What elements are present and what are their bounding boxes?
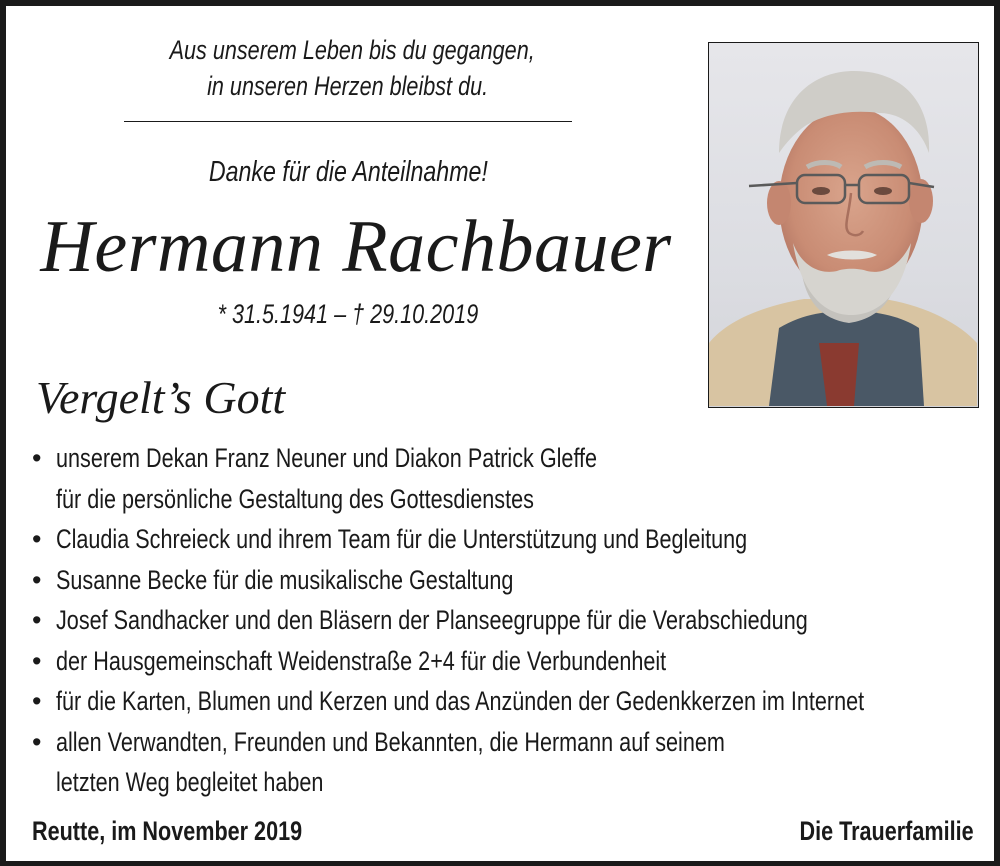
bullet-mark: • [32, 726, 42, 757]
list-item: • für die Karten, Blumen und Kerzen und das Anzünden der Gedenkkerzen im Internet [30, 681, 1000, 722]
vergelts-gott-heading: Vergelt’s Gott [36, 372, 286, 423]
bullet-mark: • [32, 564, 42, 595]
portrait-photo [708, 42, 979, 408]
list-item: • Josef Sandhacker und den Bläsern der Planseegruppe für die Verabschiedung [30, 600, 1000, 641]
divider-rule [124, 121, 572, 122]
memorial-verse [124, 32, 572, 104]
verse-line-1: Aus unserem Leben bis du gegangen, [169, 35, 535, 65]
bullet-mark: • [32, 524, 42, 554]
place-date: Reutte, im November 2019 [32, 816, 303, 846]
life-dates: * 31.5.1941 – † 29.10.2019 [217, 299, 479, 329]
bullet-mark: • [32, 645, 42, 676]
deceased-name: Hermann Rachbauer [40, 206, 672, 288]
bullet-mark: • [32, 686, 42, 716]
list-item: • unserem Dekan Franz Neuner und Diakon Patrick Gleffe für die persönliche Gestaltung des Gottesdienstes [30, 438, 1000, 519]
signature: Die Trauerfamilie [799, 816, 974, 846]
list-item: • Claudia Schreieck und ihrem Team für die Unterstützung und Begleitung [30, 519, 1000, 560]
list-item: • der Hausgemeinschaft Weidenstraße 2+4 für die Verbundenheit [30, 641, 1000, 682]
acknowledgement-list [30, 438, 1000, 803]
list-item: • allen Verwandten, Freunden und Bekannten, die Hermann auf seinem letzten Weg begleitet haben [30, 722, 1000, 803]
thanks-heading: Danke für die Anteilnahme! [208, 156, 488, 188]
list-item: • Susanne Becke für die musikalische Gestaltung [30, 560, 1000, 601]
bullet-mark: • [32, 605, 42, 635]
verse-line-2: in unseren Herzen bleibst du. [207, 71, 489, 101]
bullet-mark: • [32, 443, 42, 473]
